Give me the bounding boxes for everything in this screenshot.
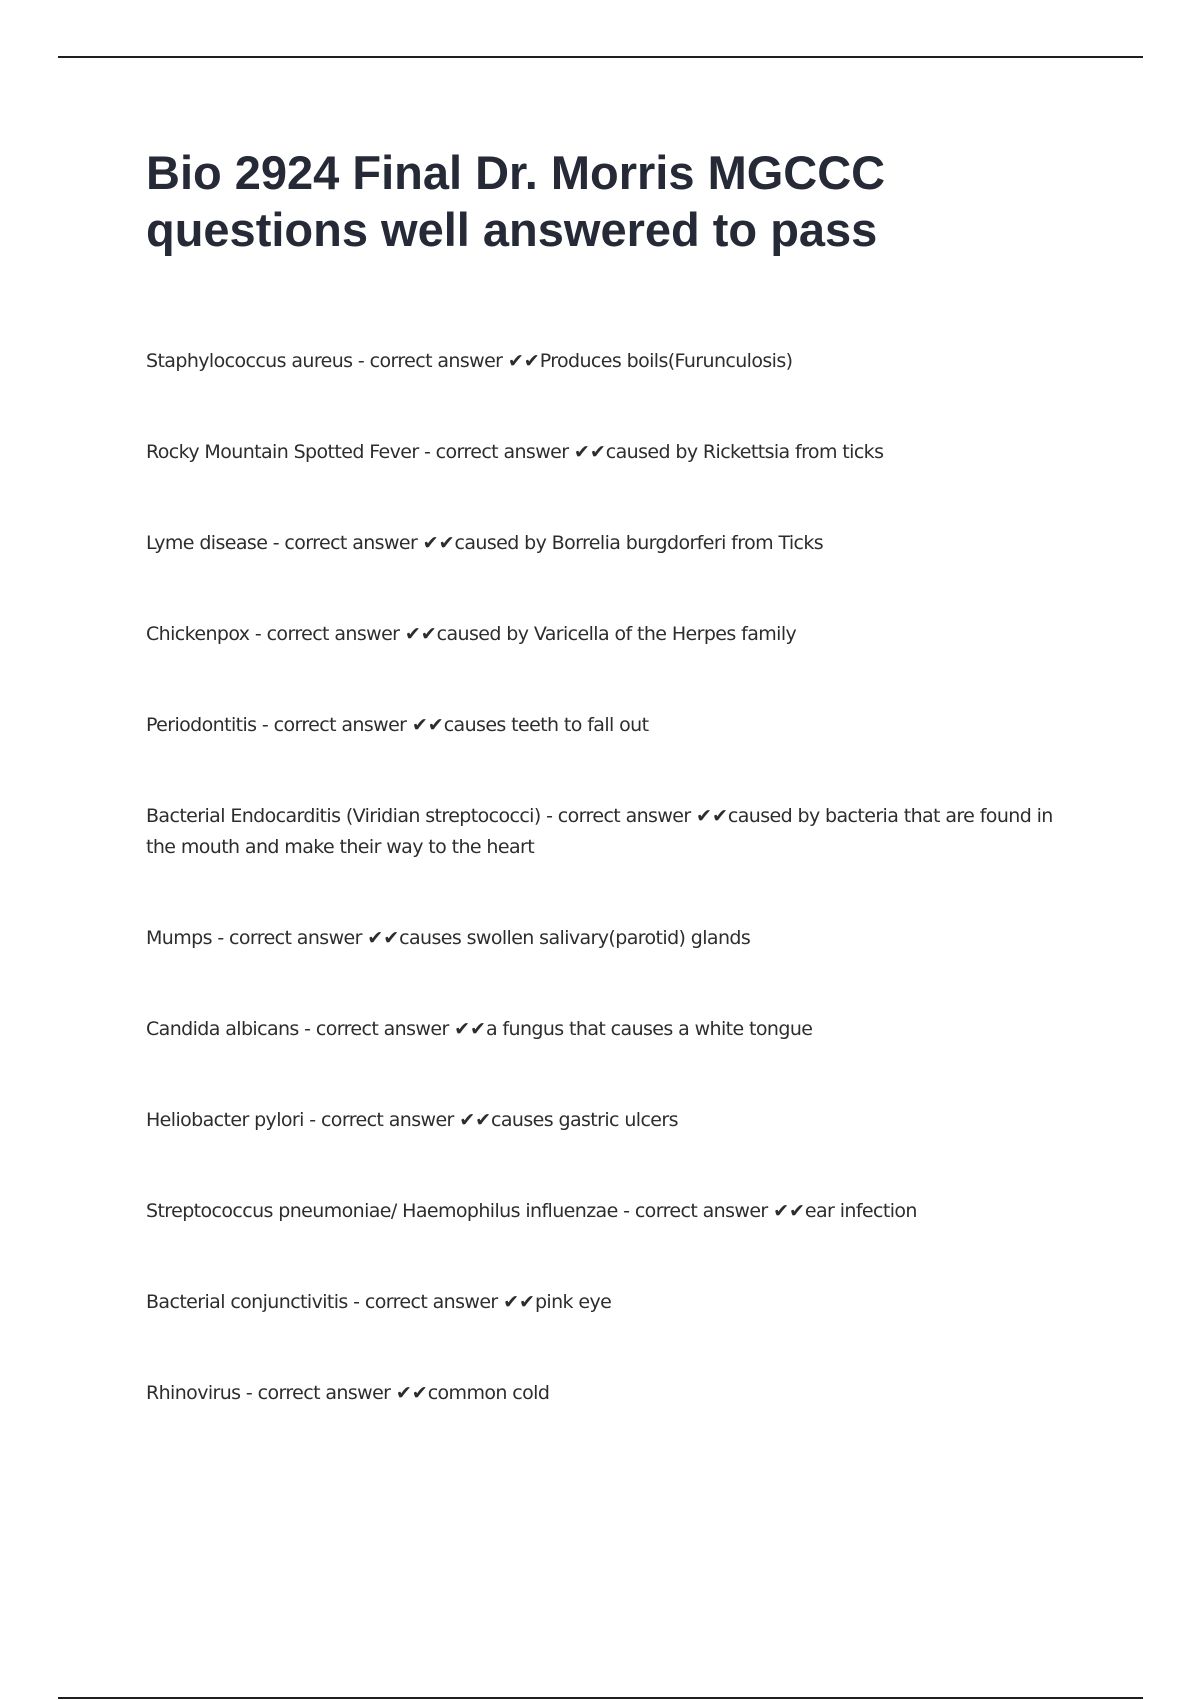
separator: - correct answer	[298, 1018, 455, 1040]
term: Rocky Mountain Spotted Fever	[146, 441, 419, 463]
term: Candida albicans	[146, 1018, 299, 1040]
qa-item	[146, 1378, 1086, 1409]
term: Streptococcus pneumoniae/ Haemophilus influenzae	[146, 1200, 618, 1222]
term: Rhinovirus	[146, 1382, 241, 1404]
checkmark-icon: ✔✔	[459, 1109, 492, 1131]
separator: - correct answer	[352, 350, 508, 372]
checkmark-icon: ✔✔	[573, 441, 606, 463]
checkmark-icon: ✔✔	[422, 532, 455, 554]
separator: - correct answer	[211, 927, 368, 949]
separator: - correct answer	[418, 441, 574, 463]
qa-item	[146, 346, 1086, 377]
checkmark-icon: ✔✔	[503, 1291, 535, 1313]
checkmark-icon: ✔✔	[696, 805, 728, 827]
answer: a fungus that causes a white tongue	[485, 1018, 813, 1040]
answer: Produces boils(Furunculosis)	[539, 350, 793, 372]
qa-item	[146, 710, 1086, 741]
checkmark-icon: ✔✔	[395, 1382, 428, 1404]
answer: caused by bacteria that are found in the mouth and make their way to the heart	[146, 805, 1053, 858]
qa-item	[146, 528, 1086, 559]
answer: causes gastric ulcers	[491, 1109, 678, 1131]
qa-item	[146, 1105, 1086, 1136]
answer: caused by Borrelia burgdorferi from Ticks	[454, 532, 824, 554]
answer: common cold	[427, 1382, 550, 1404]
qa-item	[146, 437, 1086, 468]
checkmark-icon: ✔✔	[507, 350, 540, 372]
answer: ear infection	[804, 1200, 917, 1222]
separator: - correct answer	[256, 714, 412, 736]
separator: - correct answer	[540, 805, 697, 827]
document-title: Bio 2924 Final Dr. Morris MGCCC questions well answered to pass	[146, 146, 886, 256]
qa-item	[146, 923, 1086, 954]
term: Staphylococcus aureus	[146, 350, 353, 372]
answer: caused by Rickettsia from ticks	[605, 441, 884, 463]
term: Mumps	[146, 927, 212, 949]
checkmark-icon: ✔✔	[454, 1018, 486, 1040]
term: Heliobacter pylori	[146, 1109, 304, 1131]
separator: - correct answer	[347, 1291, 504, 1313]
qa-item	[146, 1014, 1086, 1045]
separator: - correct answer	[617, 1200, 774, 1222]
answer: causes swollen salivary(parotid) glands	[399, 927, 751, 949]
bottom-rule	[58, 1697, 1143, 1699]
term: Periodontitis	[146, 714, 257, 736]
answer: pink eye	[534, 1291, 612, 1313]
top-rule	[58, 56, 1143, 58]
checkmark-icon: ✔✔	[773, 1200, 805, 1222]
checkmark-icon: ✔✔	[367, 927, 400, 949]
checkmark-icon: ✔✔	[404, 623, 437, 645]
qa-list	[146, 346, 1086, 1469]
qa-item	[146, 1287, 1086, 1318]
term: Lyme disease	[146, 532, 268, 554]
separator: - correct answer	[249, 623, 405, 645]
separator: - correct answer	[240, 1382, 396, 1404]
separator: - correct answer	[303, 1109, 460, 1131]
separator: - correct answer	[267, 532, 423, 554]
term: Bacterial Endocarditis (Viridian streptococci)	[146, 805, 541, 827]
answer: causes teeth to fall out	[443, 714, 649, 736]
qa-item	[146, 801, 1086, 863]
answer: caused by Varicella of the Herpes family	[436, 623, 797, 645]
qa-item	[146, 1196, 1086, 1227]
qa-item	[146, 619, 1086, 650]
checkmark-icon: ✔✔	[411, 714, 444, 736]
term: Bacterial conjunctivitis	[146, 1291, 348, 1313]
term: Chickenpox	[146, 623, 250, 645]
